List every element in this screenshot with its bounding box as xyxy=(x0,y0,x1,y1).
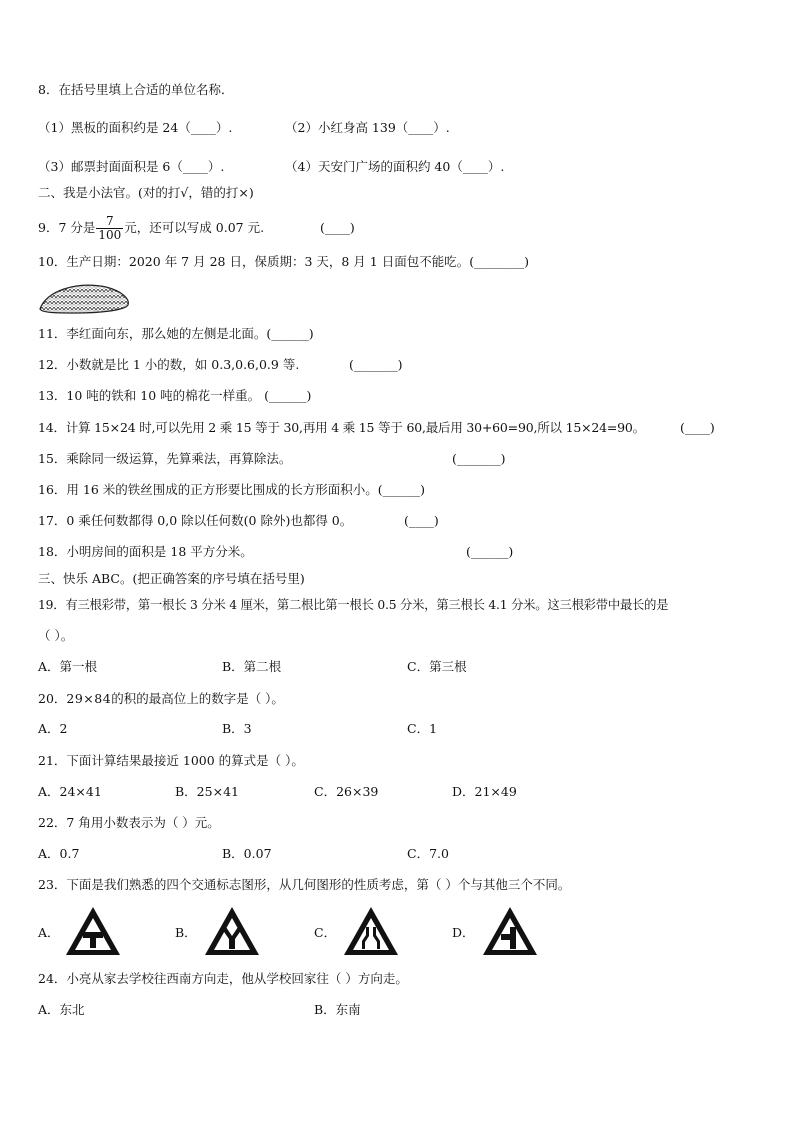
q9-denominator: 100 xyxy=(98,228,122,242)
q21-option-a: A．24×41 xyxy=(38,784,102,799)
q14-answer-blank: (____) xyxy=(680,420,715,435)
q16: 16．用 16 米的铁丝围成的正方形要比围成的长方形面积小。(______) xyxy=(38,482,426,497)
traffic-sign-c-road-narrows-icon xyxy=(342,905,400,957)
q20-prefix: 20． xyxy=(38,691,67,706)
q10: 10．生产日期：2020 年 7 月 28 日，保质期：3 天，8 月 1 日面包不能吃。(________) xyxy=(38,254,529,269)
q17-answer-blank: (____) xyxy=(404,513,439,528)
q21-option-c: C．26×39 xyxy=(314,784,379,799)
q15: 15．乘除同一级运算，先算乘法，再算除法。 xyxy=(38,451,292,466)
q9-numerator: 7 xyxy=(96,215,123,229)
q17: 17．0 乘任何数都得 0,0 除以任何数(0 除外)也都得 0。 xyxy=(38,513,353,528)
q8-part4: （4）天安门广场的面积约 40（____）. xyxy=(285,159,505,174)
q9-fraction xyxy=(96,215,123,242)
q9-answer-blank: (____) xyxy=(320,220,355,235)
traffic-sign-b-y-junction-icon xyxy=(203,905,261,957)
q23-option-d: D． xyxy=(452,925,475,940)
q22-option-a: A．0.7 xyxy=(38,846,80,861)
q20-option-c: C．1 xyxy=(407,721,438,736)
q12: 12．小数就是比 1 小的数，如 0.3,0.6,0.9 等. xyxy=(38,357,300,372)
q24-option-b: B．东南 xyxy=(314,1002,361,1017)
q8-part3: （3）邮票封面面积是 6（____）. xyxy=(38,159,225,174)
q19-option-c: C．第三根 xyxy=(407,659,467,674)
q21-option-b: B．25×41 xyxy=(175,784,239,799)
q23-option-b: B． xyxy=(175,925,197,940)
q22-option-b: B．0.07 xyxy=(222,846,272,861)
q20-expression: 29×84 xyxy=(66,691,112,706)
traffic-sign-a-t-junction-icon xyxy=(64,905,122,957)
q24-option-a: A．东北 xyxy=(38,1002,85,1017)
q8-title: 8．在括号里填上合适的单位名称． xyxy=(38,82,234,97)
q20-option-b: B．3 xyxy=(222,721,252,736)
q19-line1: 19．有三根彩带，第一根长 3 分米 4 厘米，第二根比第一根长 0.5 分米，第三根长 4.1 分米。这三根彩带中最长的是 xyxy=(38,598,669,612)
q8-part1: （1）黑板的面积约是 24（____）. xyxy=(38,120,233,135)
q9-prefix: 9．7 分是 xyxy=(38,220,96,235)
section-2-heading: 二、我是小法官。(对的打√，错的打×) xyxy=(38,185,254,200)
q21: 21．下面计算结果最接近 1000 的算式是（ ）。 xyxy=(38,753,304,768)
section-3-heading: 三、快乐 ABC。(把正确答案的序号填在括号里) xyxy=(38,571,305,586)
q19-line2: （ ）。 xyxy=(38,628,74,643)
q9 xyxy=(38,214,264,242)
q14: 14．计算 15×24 时,可以先用 2 乘 15 等于 30,再用 4 乘 15 等于 60,最后用 30+60=90,所以 15×24=90。 xyxy=(38,420,645,435)
q19-option-a: A．第一根 xyxy=(38,659,98,674)
q24: 24．小亮从家去学校往西南方向走，他从学校回家往（ ）方向走。 xyxy=(38,971,408,986)
q23-option-a: A． xyxy=(38,925,60,940)
q20-suffix: 的积的最高位上的数字是（ ）。 xyxy=(111,691,284,706)
q9-suffix: 元，还可以写成 0.07 元. xyxy=(124,220,265,235)
q22: 22．7 角用小数表示为（ ）元。 xyxy=(38,815,220,830)
q18: 18．小明房间的面积是 18 平方分米。 xyxy=(38,544,253,559)
traffic-sign-d-side-road-icon xyxy=(481,905,539,957)
q21-option-d: D．21×49 xyxy=(452,784,517,799)
q8-part2: （2）小红身高 139（____）. xyxy=(285,120,450,135)
q18-answer-blank: (______) xyxy=(466,544,514,559)
q15-answer-blank: (_______) xyxy=(452,451,506,466)
q20 xyxy=(38,690,284,708)
q19-option-b: B．第二根 xyxy=(222,659,282,674)
q13: 13．10 吨的铁和 10 吨的棉花一样重。 (______) xyxy=(38,388,312,403)
q20-option-a: A．2 xyxy=(38,721,68,736)
q11: 11．李红面向东，那么她的左侧是北面。(______) xyxy=(38,326,314,341)
q23-option-c: C． xyxy=(314,925,337,940)
q22-option-c: C．7.0 xyxy=(407,846,449,861)
q12-answer-blank: (_______) xyxy=(349,357,403,372)
q23: 23．下面是我们熟悉的四个交通标志图形，从几何图形的性质考虑，第（ ）个与其他三个不同。 xyxy=(38,877,571,892)
bread-illustration xyxy=(36,283,132,315)
